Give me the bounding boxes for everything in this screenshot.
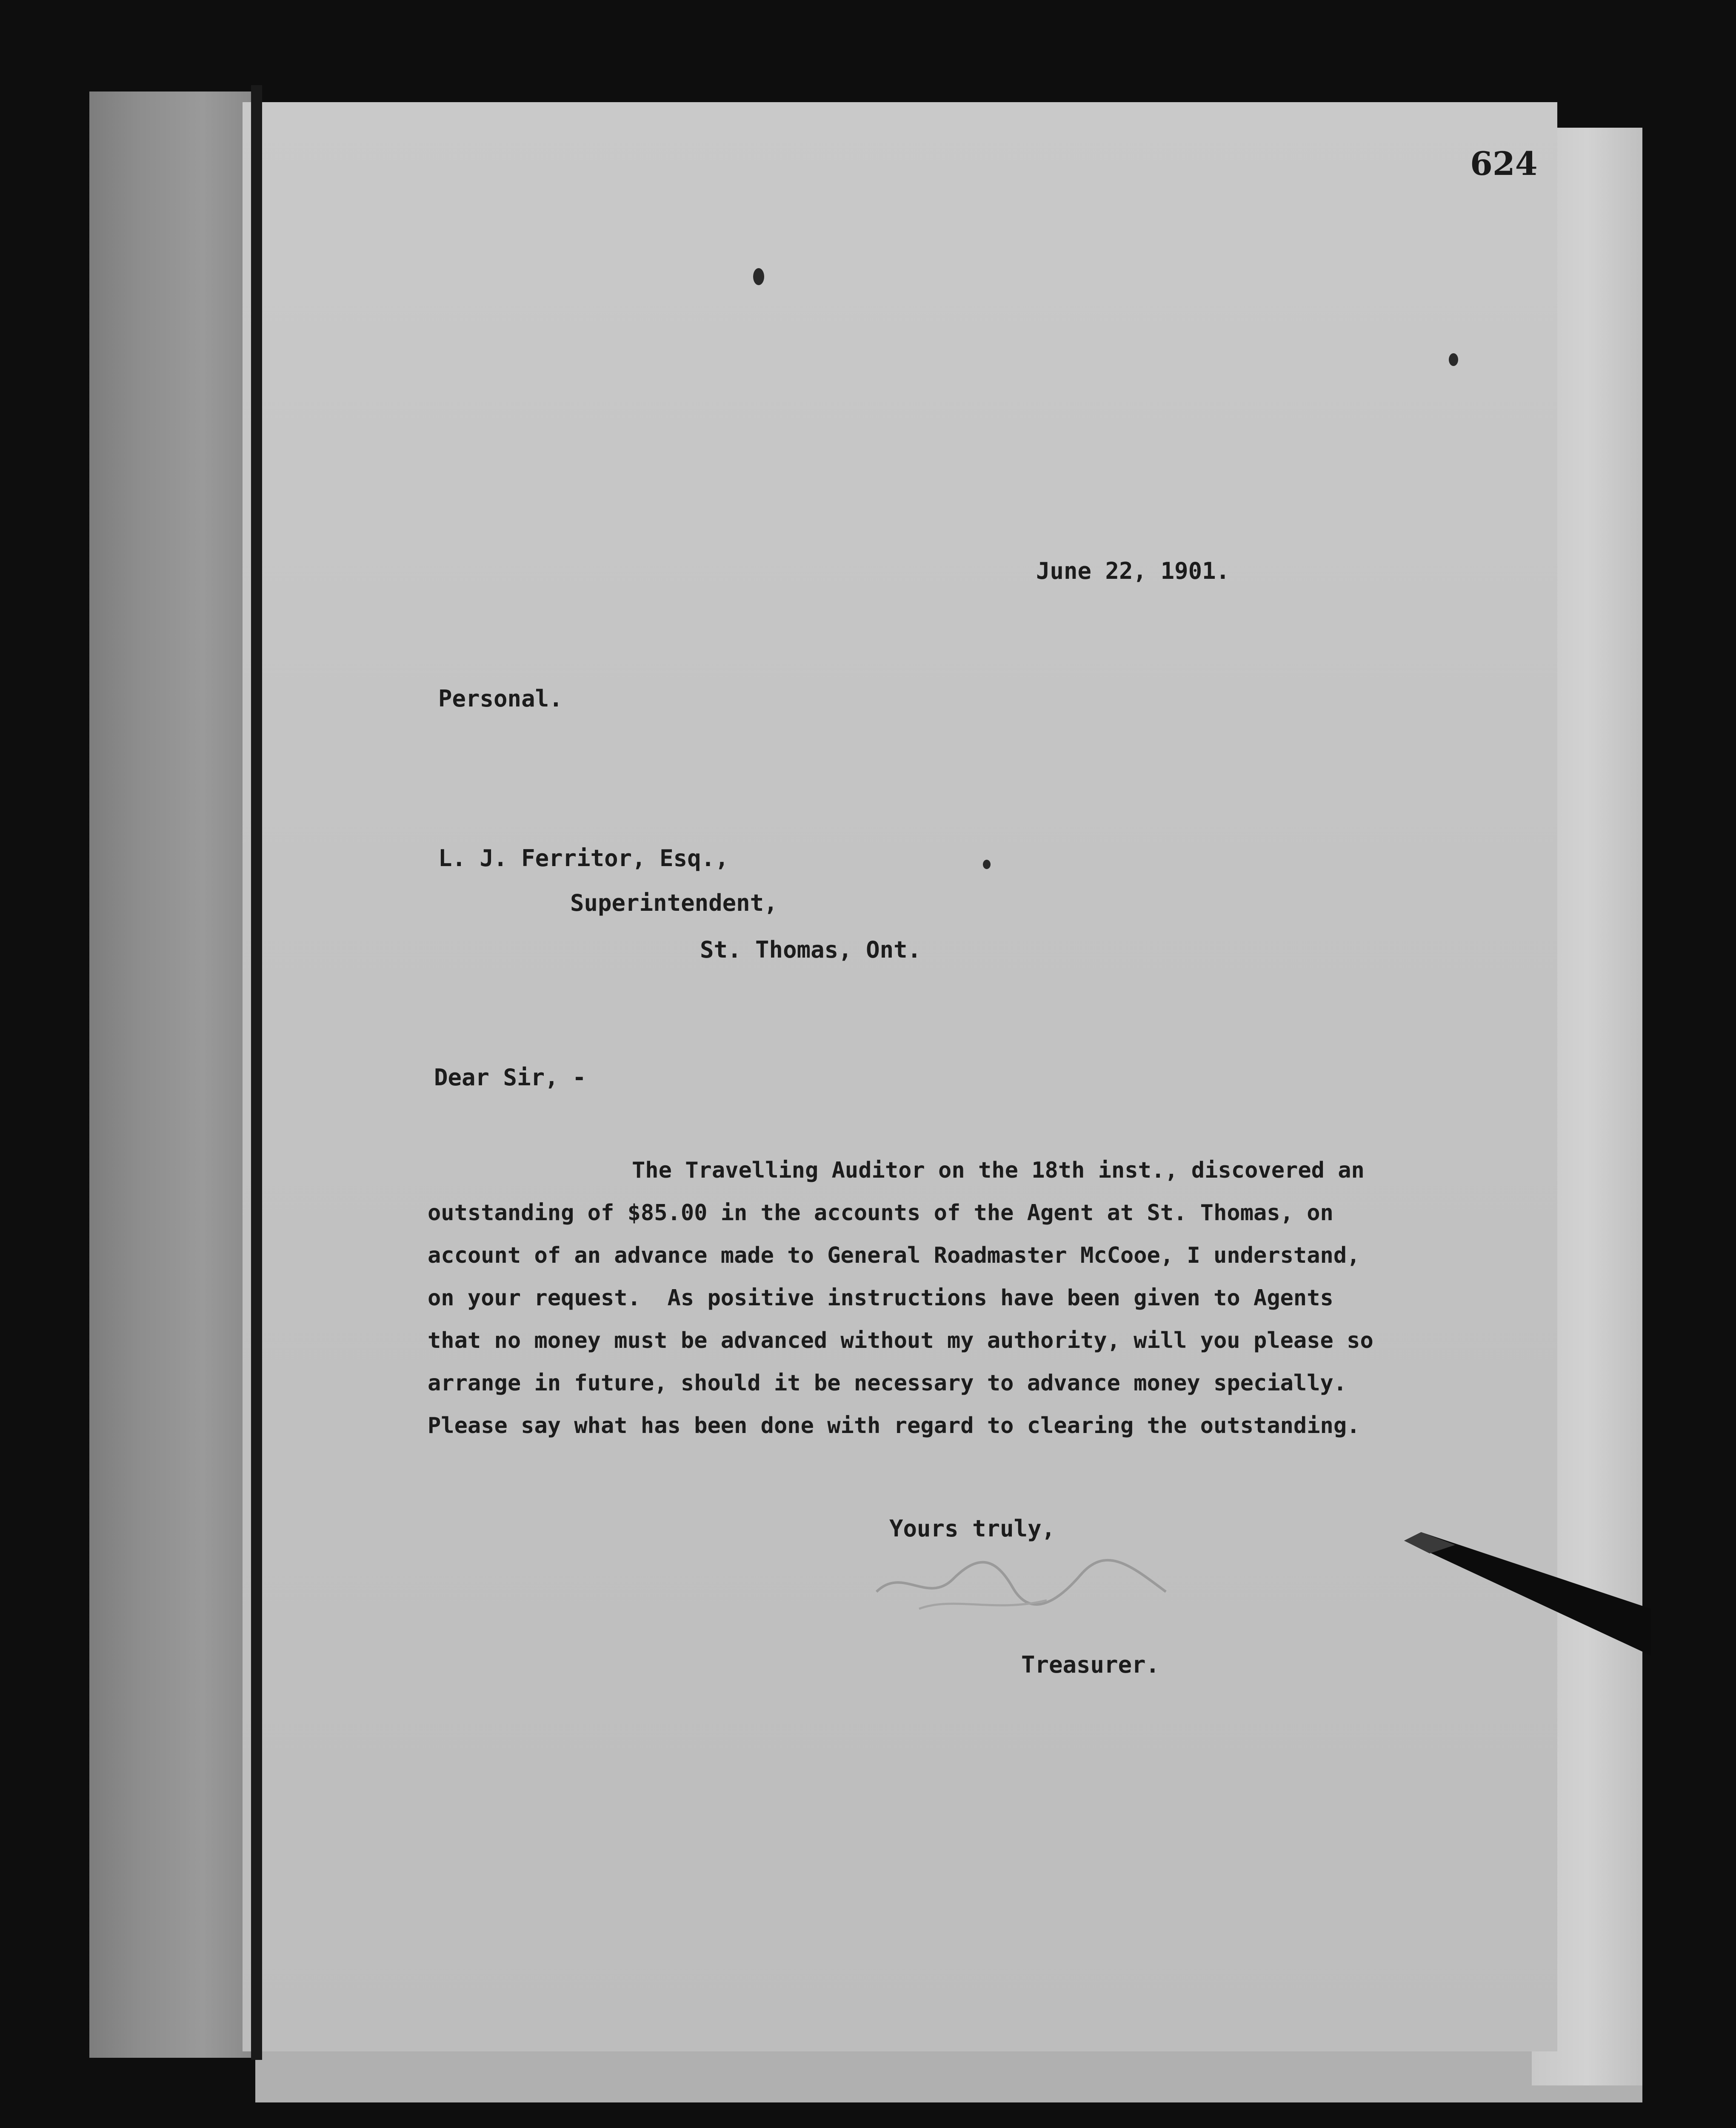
body-line: on your request. As positive instructions have been given to Agents	[428, 1285, 1333, 1311]
faint-signature	[868, 1541, 1174, 1626]
recipient-location: St. Thomas, Ont.	[700, 936, 922, 963]
recipient-name: L. J. Ferritor, Esq.,	[438, 845, 729, 872]
signatory-title: Treasurer.	[1021, 1651, 1160, 1678]
recipient-title: Superintendent,	[570, 890, 778, 916]
closing: Yours truly,	[889, 1515, 1056, 1542]
body-line: The Travelling Auditor on the 18th inst., discovered an	[632, 1158, 1365, 1183]
page-number: 624	[1470, 145, 1538, 183]
speck	[753, 268, 764, 285]
letter-date: June 22, 1901.	[1036, 558, 1230, 584]
letter-body	[428, 1149, 1373, 1447]
salutation: Dear Sir, -	[434, 1064, 586, 1091]
body-line: outstanding of $85.00 in the accounts of the Agent at St. Thomas, on	[428, 1200, 1333, 1226]
body-line: Please say what has been done with regard to clearing the outstanding.	[428, 1413, 1360, 1439]
speck	[983, 860, 991, 869]
pen-pointer	[1404, 1528, 1651, 1656]
previous-page-edge	[89, 92, 251, 2058]
speck	[1449, 353, 1458, 366]
personal-marking: Personal.	[438, 685, 563, 712]
binding-spine	[251, 85, 262, 2060]
body-line: that no money must be advanced without my authority, will you please so	[428, 1328, 1373, 1353]
body-line: arrange in future, should it be necessary to advance money specially.	[428, 1370, 1347, 1396]
body-line: account of an advance made to General Roadmaster McCooe, I understand,	[428, 1243, 1360, 1268]
